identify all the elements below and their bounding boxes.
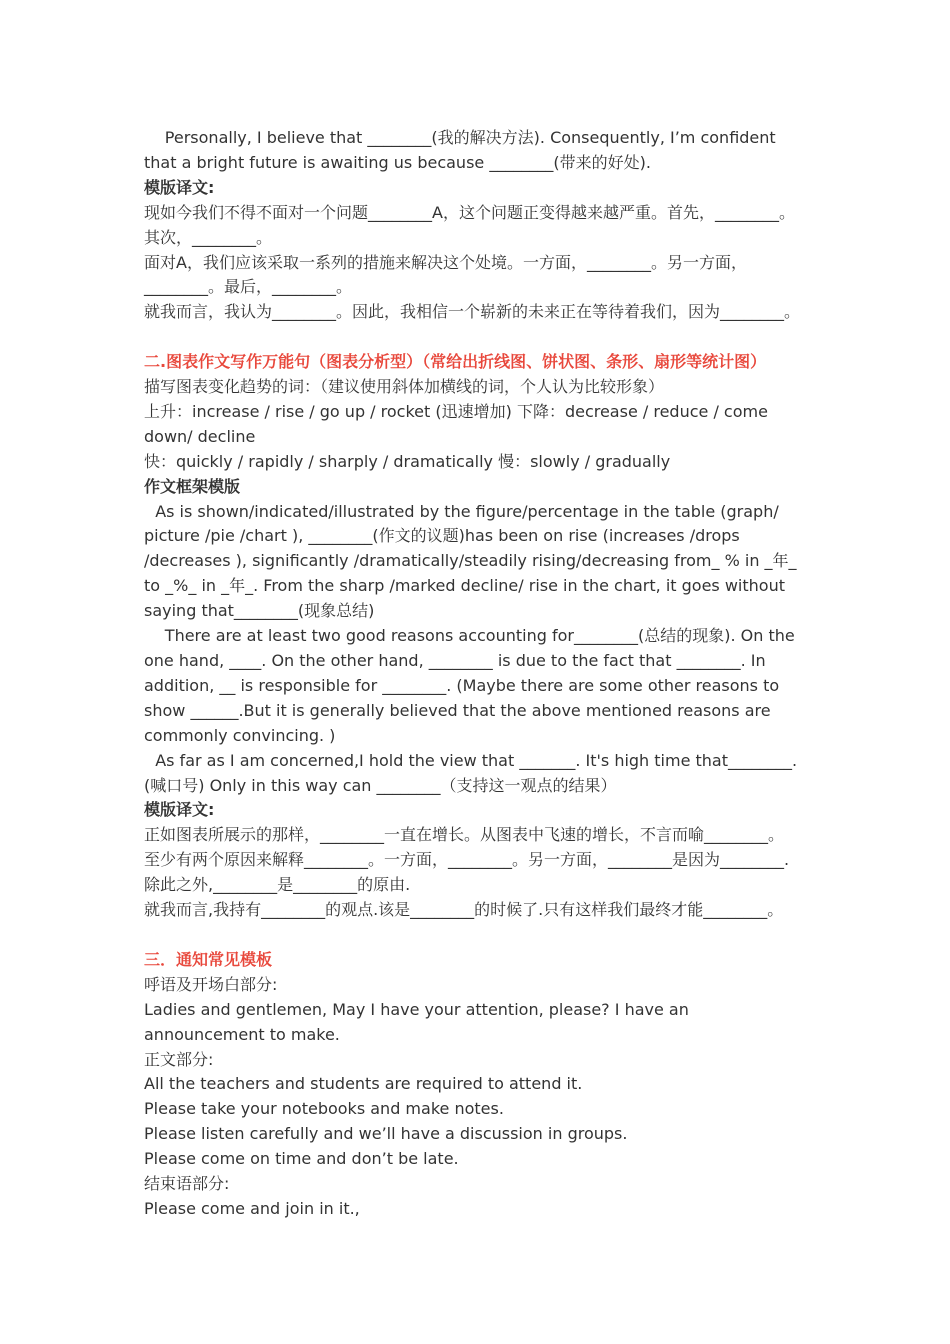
translation-heading-1: 模版译文: <box>144 177 215 197</box>
opening-text: Ladies and gentlemen, May I have your attention, please? I have an announcement to make. <box>144 999 689 1044</box>
section3-heading: 三．通知常见模板 <box>144 949 273 969</box>
translation-heading-2: 模版译文: <box>144 800 215 820</box>
closing-label: 结束语部分: <box>144 1174 230 1194</box>
rise-fall-words: 上升：increase / rise / go up / rocket (迅速增加) 下降：decrease / reduce / come down/ decline <box>144 401 768 446</box>
trend-words-intro: 描写图表变化趋势的词：（建议使用斜体加横线的词，个人认为比较形象） <box>144 377 665 397</box>
translation-line: 就我而言,我持有________的观点.该是________的时候了.只有这样我们最终才能________。 <box>144 900 784 920</box>
translation-line: 面对A，我们应该采取一系列的措施来解决这个处境。一方面，________。另一方面，________。最后，________。 <box>144 252 747 297</box>
speed-words: 快：quickly / rapidly / sharply / dramatically 慢：slowly / gradually <box>144 451 671 471</box>
body-label: 正文部分: <box>144 1049 214 1069</box>
framework-paragraph-3: As far as I am concerned,I hold the view that _______. It's high time that________. (喊口号) Only in this way can ________（支持这一观点的结果） <box>144 750 798 795</box>
body-line: Please take your notebooks and make notes. <box>144 1099 504 1119</box>
framework-paragraph-2: There are at least two good reasons accounting for________(总结的现象). On the one hand, ____. On the other hand, ________ is due to the fact that ________. In addition, __ is responsible for ________. (Maybe there are some other reasons to show ______.But it is generally believed that the above mentioned reasons are commonly convincing. ) <box>144 626 795 745</box>
framework-paragraph-1: As is shown/indicated/illustrated by the figure/percentage in the table (graph/ picture /pie /chart ), ________(作文的议题)has been on rise (increases /drops /decreases ), significantly /dramatically/steadily rising/decreasing from_ % in _年_ to _%_ in _年_. From the sharp /marked decline/ rise in the chart, it goes without saying that________(现象总结) <box>144 501 797 621</box>
translation-line: 就我而言，我认为________。因此，我相信一个崭新的未来正在等待着我们，因为________。 <box>144 302 801 322</box>
opening-label: 呼语及开场白部分: <box>144 974 278 994</box>
spacer <box>144 325 810 350</box>
translation-line: 至少有两个原因来解释________。一方面，________。另一方面，________是因为________. <box>144 850 790 870</box>
body-line: Please come on time and don’t be late. <box>144 1149 459 1169</box>
body-line: All the teachers and students are required to attend it. <box>144 1074 583 1094</box>
document-page <box>144 126 810 1222</box>
closing-text: Please come and join in it., <box>144 1198 360 1218</box>
conclusion-paragraph: Personally, I believe that ________(我的解决方法). Consequently, I’m confident that a bright future is awaiting us because ________(带来的好处). <box>144 128 776 172</box>
framework-heading: 作文框架模版 <box>144 476 241 496</box>
translation-line: 除此之外,________是________的原由. <box>144 875 411 895</box>
body-line: Please listen carefully and we’ll have a discussion in groups. <box>144 1124 628 1144</box>
translation-line: 现如今我们不得不面对一个问题________A，这个问题正变得越来越严重。首先，________。其次，________。 <box>144 202 795 247</box>
section2-heading: 二.图表作文写作万能句（图表分析型）（常给出折线图、饼状图、条形、扇形等统计图） <box>144 352 767 372</box>
translation-line: 正如图表所展示的那样，________一直在增长。从图表中飞速的增长，不言而喻________。 <box>144 825 785 845</box>
spacer <box>144 923 810 948</box>
